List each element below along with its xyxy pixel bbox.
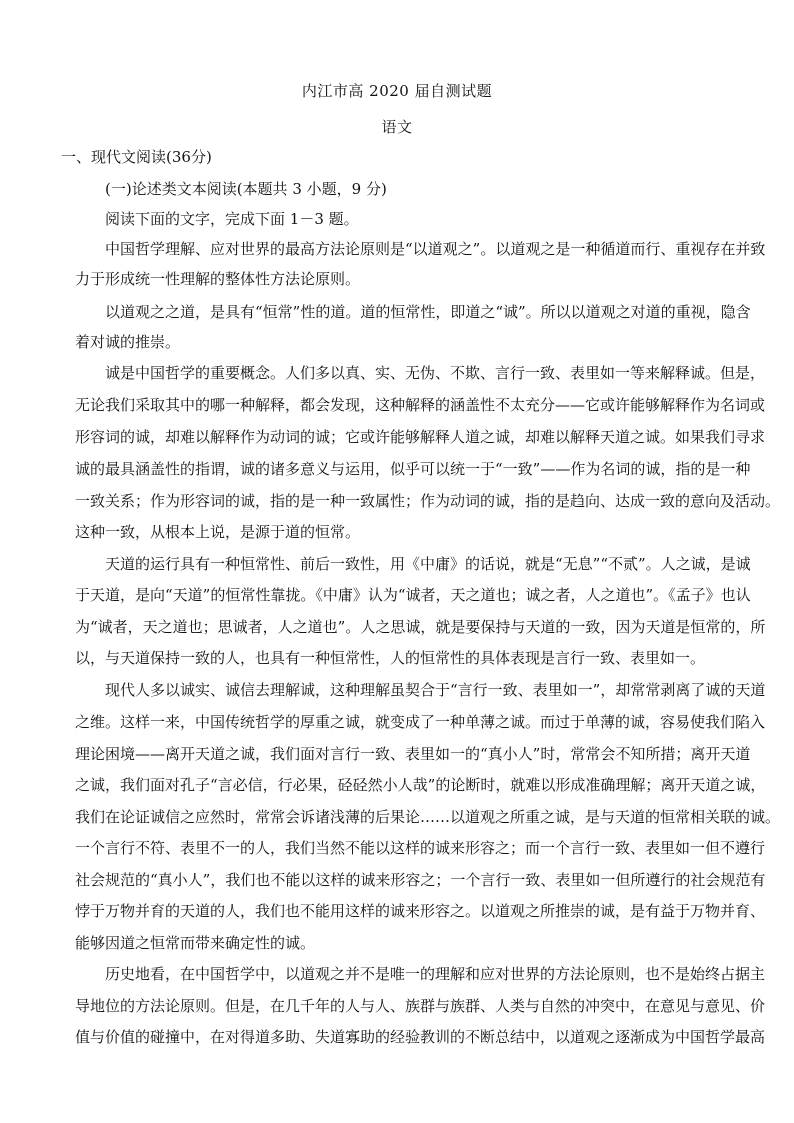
text-line: 形容词的诚，却难以解释作为动词的诚；它或许能够解释人道之诚，却难以解释天道之诚。如果我们寻求: [75, 428, 766, 446]
text-line: 我们在论证诚信之应然时，常常会诉诸浅薄的后果论……以道观之所重之诚，是与天道的恒常相关联的诚。: [75, 808, 781, 826]
text-line: 着对诚的推崇。: [75, 333, 181, 351]
text-line: 这种一致，从根本上说，是源于道的恒常。: [75, 523, 361, 541]
text-line: 以道观之之道，是具有“恒常”性的道。道的恒常性，即道之“诚”。所以以道观之对道的重视，隐含: [105, 303, 751, 321]
text-line: 力于形成统一性理解的整体性方法论原则。: [75, 270, 361, 288]
text-line: 历史地看，在中国哲学中，以道观之并不是唯一的理解和应对世界的方法论原则，也不是始终占据主: [105, 965, 766, 983]
text-line: 一个言行不符、表里不一的人，我们当然不能以这样的诚来形容之；而一个言行一致、表里如一但不遵行: [75, 839, 766, 857]
text-line: 于天道，是向“天道”的恒常性靠拢。《中庸》认为“诚者，天之道也；诚之者，人之道也”。《孟子》也认: [75, 586, 751, 604]
text-line: 值与价值的碰撞中，在对得道多助、失道寡助的经验教训的不断总结中，以道观之逐渐成为中国哲学最高: [75, 1028, 766, 1046]
text-line: 能够因道之恒常而带来确定性的诚。: [75, 934, 316, 952]
text-line: 诚是中国哲学的重要概念。人们多以真、实、无伪、不欺、言行一致、表里如一等来解释诚。但是，: [105, 364, 766, 382]
subsection-heading: (一)论述类文本阅读(本题共 3 小题，9 分): [105, 180, 387, 198]
text-line: 悖于万物并育的天道的人，我们也不能用这样的诚来形容之。以道观之所推崇的诚，是有益于万物并育、: [75, 902, 766, 920]
text-line: 一致关系；作为形容词的诚，指的是一种一致属性；作为动词的诚，指的是趋向、达成一致的意向及活动。: [75, 492, 781, 510]
text-line: 无论我们采取其中的哪一种解释，都会发现，这种解释的涵盖性不太充分——它或许能够解释作为名词或: [75, 396, 766, 414]
text-line: 社会规范的“真小人”，我们也不能以这样的诚来形容之；一个言行一致、表里如一但所遵行的社会规范有: [75, 871, 766, 889]
section-heading: 一、现代文阅读(36分): [61, 148, 212, 166]
text-line: 之诚，我们面对孔子“言必信，行必果，硁硁然小人哉”的论断时，就难以形成准确理解；离开天道之诚，: [75, 776, 766, 794]
text-line: 之维。这样一来，中国传统哲学的厚重之诚，就变成了一种单薄之诚。而过于单薄的诚，容易使我们陷入: [75, 713, 766, 731]
text-line: 为“诚者，天之道也；思诚者，人之道也”。人之思诚，就是要保持与天道的一致，因为天道是恒常的，所: [75, 618, 766, 636]
instruction-text: 阅读下面的文字，完成下面 1－3 题。: [105, 210, 359, 228]
text-line: 中国哲学理解、应对世界的最高方法论原则是“以道观之”。以道观之是一种循道而行、重视存在并致: [105, 240, 766, 258]
subject-title: 语文: [381, 118, 413, 136]
text-line: 诚的最具涵盖性的指谓，诚的诸多意义与运用，似乎可以统一于“一致”——作为名词的诚，指的是一种: [75, 460, 751, 478]
text-line: 导地位的方法论原则。但是，在几千年的人与人、族群与族群、人类与自然的冲突中，在意见与意见、价: [75, 997, 766, 1015]
text-line: 天道的运行具有一种恒常性、前后一致性，用《中庸》的话说，就是“无息”“不贰”。人之诚，是诚: [105, 555, 751, 573]
document-title: 内江市高 2020 届自测试题: [301, 82, 493, 100]
text-line: 理论困境——离开天道之诚，我们面对言行一致、表里如一的“真小人”时，常常会不知所措；离开天道: [75, 745, 751, 763]
text-line: 现代人多以诚实、诚信去理解诚，这种理解虽契合于“言行一致、表里如一”，却常常剥离了诚的天道: [105, 681, 766, 699]
text-line: 以，与天道保持一致的人，也具有一种恒常性，人的恒常性的具体表现是言行一致、表里如一。: [75, 649, 706, 667]
